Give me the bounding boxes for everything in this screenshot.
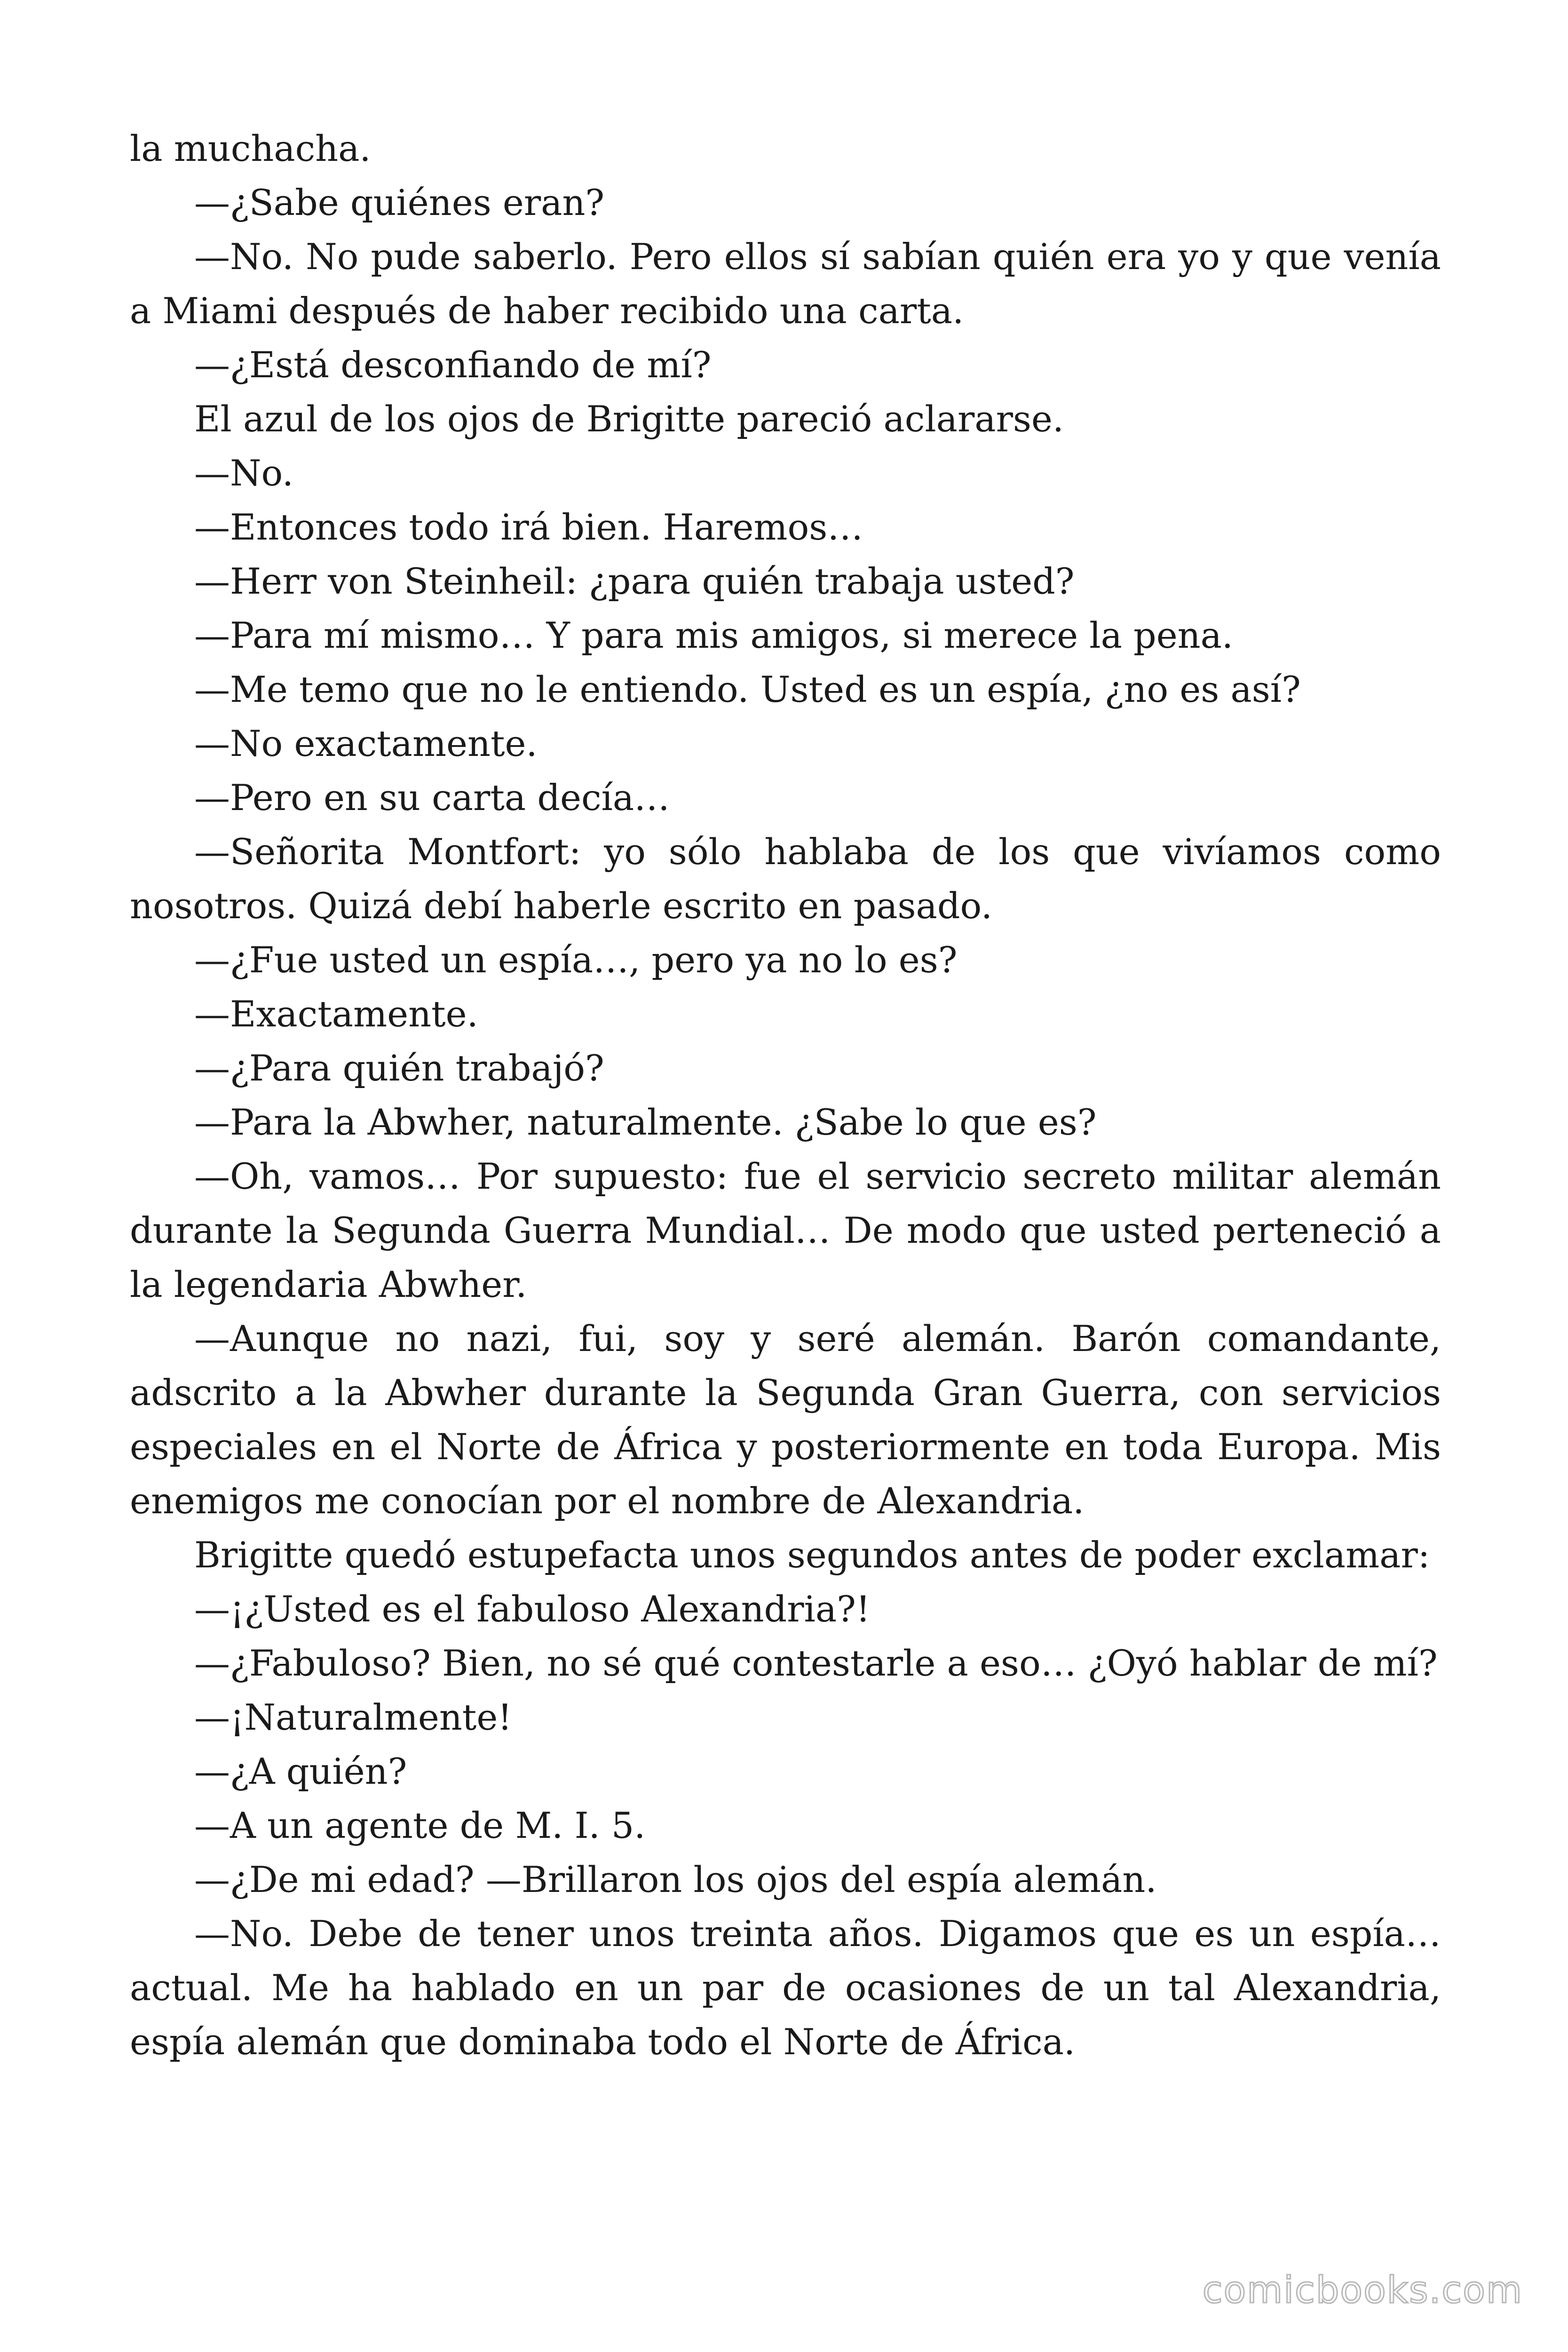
- paragraph: —¿Para quién trabajó?: [194, 1047, 604, 1089]
- paragraph: —No.: [194, 452, 294, 494]
- paragraph: la muchacha.: [130, 127, 371, 169]
- paragraph: —Pero en su carta decía…: [194, 777, 670, 818]
- paragraph: —¿Fue usted un espía…, pero ya no lo es?: [194, 939, 958, 981]
- paragraph: —Herr von Steinheil: ¿para quién trabaja usted?: [194, 560, 1075, 602]
- paragraph: —¿De mi edad? —Brillaron los ojos del espía alemán.: [194, 1859, 1157, 1900]
- paragraph: —No. Debe de tener unos treinta años. Digamos que es un espía… actual. Me ha hablado en un par de ocasiones de un tal Alexandria, espía alemán que dominaba todo el Norte de África.: [130, 1913, 1441, 2063]
- paragraph: —¿Está desconfiando de mí?: [194, 344, 712, 386]
- paragraph: —¡¿Usted es el fabuloso Alexandria?!: [194, 1588, 871, 1630]
- paragraph: —No. No pude saberlo. Pero ellos sí sabían quién era yo y que venía a Miami después de haber recibido una carta.: [130, 236, 1441, 332]
- paragraph: —¿Sabe quiénes eran?: [194, 182, 605, 223]
- paragraph: —Exactamente.: [194, 993, 478, 1035]
- book-page-body: [130, 121, 1441, 2069]
- paragraph: —¿A quién?: [194, 1750, 407, 1792]
- paragraph: —No exactamente.: [194, 723, 538, 764]
- paragraph: Brigitte quedó estupefacta unos segundos antes de poder exclamar:: [194, 1534, 1430, 1576]
- paragraph: —Aunque no nazi, fui, soy y seré alemán. Barón comandante, adscrito a la Abwher durante la Segunda Gran Guerra, con servicios especiales en el Norte de África y posteriormente en toda Europa. Mis enemigos me conocían por el nombre de Alexandria.: [130, 1318, 1441, 1522]
- paragraph: El azul de los ojos de Brigitte pareció aclararse.: [194, 398, 1064, 440]
- paragraph: —¿Fabuloso? Bien, no sé qué contestarle a eso… ¿Oyó hablar de mí?: [194, 1642, 1438, 1684]
- paragraph: —Señorita Montfort: yo sólo hablaba de los que vivíamos como nosotros. Quizá debí haberle escrito en pasado.: [130, 831, 1441, 927]
- paragraph: —Para mí mismo… Y para mis amigos, si merece la pena.: [194, 614, 1234, 656]
- paragraph: —Para la Abwher, naturalmente. ¿Sabe lo que es?: [194, 1101, 1097, 1143]
- paragraph: —Me temo que no le entiendo. Usted es un espía, ¿no es así?: [194, 668, 1301, 710]
- paragraph: —¡Naturalmente!: [194, 1696, 512, 1738]
- paragraph: —Entonces todo irá bien. Haremos…: [194, 506, 863, 548]
- paragraph: —A un agente de M. I. 5.: [194, 1804, 646, 1846]
- site-watermark: comicbooks.com: [1202, 2269, 1523, 2312]
- paragraph: —Oh, vamos… Por supuesto: fue el servicio secreto militar alemán durante la Segunda Guerra Mundial… De modo que usted perteneció a la legendaria Abwher.: [130, 1155, 1441, 1305]
